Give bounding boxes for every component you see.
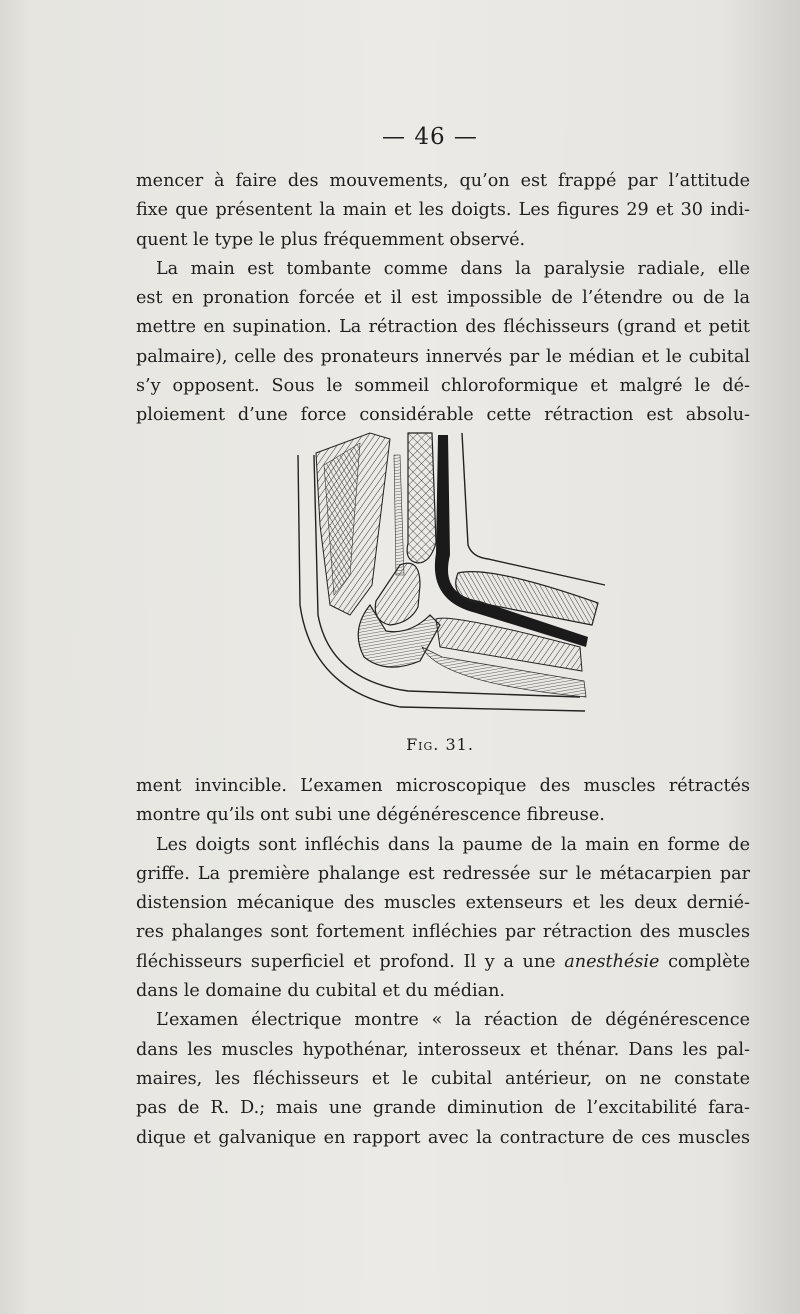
text-line: est en pronation forcée et il est impossible de l’étendre ou de la bbox=[136, 288, 750, 309]
text-line-content: complète bbox=[668, 951, 750, 972]
text-line bbox=[136, 948, 750, 977]
text-line: montre qu’ils ont subi une dégénérescence fibreuse. bbox=[136, 805, 605, 826]
text-block-top bbox=[136, 167, 750, 431]
page-number: — 46 — bbox=[382, 124, 478, 150]
text-line bbox=[136, 1006, 750, 1035]
text-line: maires, les fléchisseurs et le cubital antérieur, on ne constate bbox=[136, 1068, 750, 1089]
text-block-bottom bbox=[136, 772, 750, 1153]
text-line: distension mécanique des muscles extenseurs et les deux dernié- bbox=[136, 893, 750, 914]
text-line bbox=[136, 831, 750, 860]
text-line: dans le domaine du cubital et du médian. bbox=[136, 981, 506, 1002]
caption-prefix: Fig. bbox=[406, 735, 440, 754]
text-line: s’y opposent. Sous le sommeil chloroformique et malgré le dé- bbox=[136, 376, 750, 397]
figure-caption bbox=[390, 735, 490, 754]
text-line: mencer à faire des mouvements, qu’on est frappé par l’attitude bbox=[136, 171, 750, 191]
caption-number: 31. bbox=[445, 735, 474, 754]
text-line: dique et galvanique en rapport avec la contracture de ces muscles bbox=[136, 1127, 750, 1148]
inner-fold-outline bbox=[462, 433, 605, 585]
text-line-content: L’examen électrique montre « la réaction de dégénérescence bbox=[156, 1010, 750, 1031]
text-line: ment invincible. L’examen microscopique des muscles rétractés bbox=[136, 776, 750, 796]
text-line-content: La main est tombante comme dans la paralysie radiale, elle bbox=[156, 258, 750, 279]
text-line: griffe. La première phalange est redressée sur le métacarpien par bbox=[136, 863, 750, 884]
figure-elbow-illustration bbox=[290, 425, 610, 715]
text-line bbox=[136, 255, 750, 284]
text-line-content: fléchisseurs superficiel et profond. Il y a une bbox=[136, 951, 556, 972]
text-line: fixe que présentent la main et les doigts. Les figures 29 et 30 indi- bbox=[136, 200, 750, 221]
radius-head bbox=[375, 563, 420, 625]
text-line: quent le type le plus fréquemment observé. bbox=[136, 229, 526, 250]
humerus-bone bbox=[407, 433, 436, 563]
text-line-content: Les doigts sont infléchis dans la paume de la main en forme de bbox=[156, 834, 750, 855]
text-line: ploiement d’une force considérable cette rétraction est absolu- bbox=[136, 405, 750, 426]
text-line: mettre en supination. La rétraction des fléchisseurs (grand et petit bbox=[136, 317, 750, 338]
text-line: pas de R. D.; mais une grande diminution de l’excitabilité fara- bbox=[136, 1098, 750, 1119]
text-line: res phalanges sont fortement infléchies par rétraction des muscles bbox=[136, 922, 750, 943]
text-line: palmaire), celle des pronateurs innervés par le médian et le cubital bbox=[136, 346, 750, 367]
emphasis-word: anesthésie bbox=[564, 951, 660, 972]
text-line: dans les muscles hypothénar, interosseux et thénar. Dans les pal- bbox=[136, 1039, 750, 1060]
